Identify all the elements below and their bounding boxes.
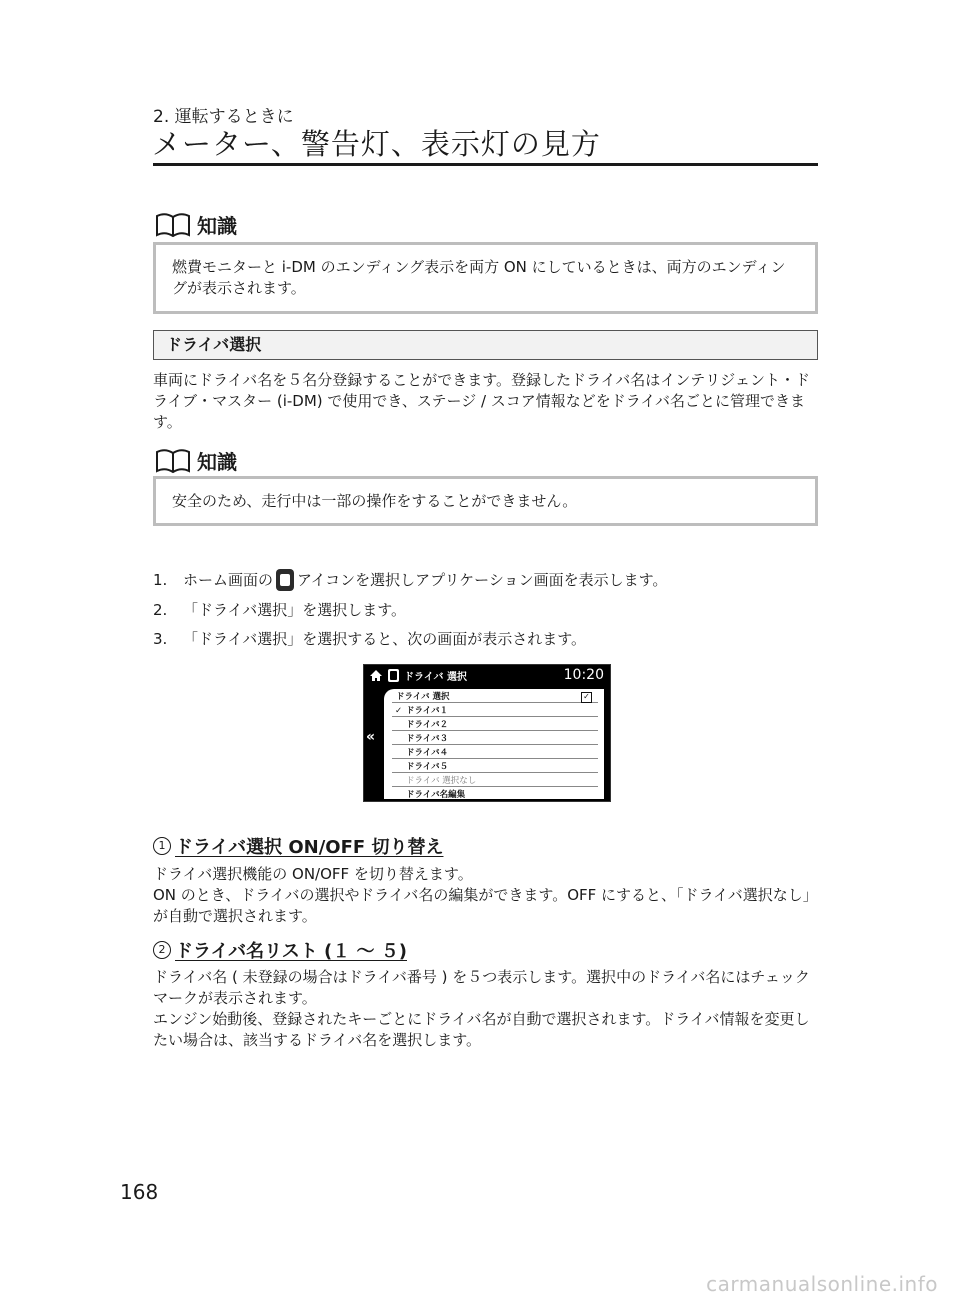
driver-list-item[interactable] (392, 705, 598, 717)
list-item-label: ドライバ２ (406, 720, 449, 730)
item-heading (153, 937, 407, 963)
item-title: ドライバ名リスト (１ ～ ５) (175, 941, 407, 962)
driver-list-panel (384, 689, 604, 799)
checkbox-icon[interactable]: ✓ (581, 692, 592, 703)
edit-driver-name-item[interactable] (392, 789, 598, 801)
note-heading (155, 210, 237, 239)
driver-list-item[interactable] (392, 761, 598, 773)
step-text: アイコンを選択しアプリケーション画面を表示します。 (297, 571, 668, 589)
note-heading-label: 知識 (197, 214, 237, 238)
header-rule (153, 163, 818, 166)
book-icon (155, 448, 191, 474)
section-heading: ドライバ選択 (153, 330, 818, 360)
applications-icon (276, 569, 294, 591)
note-heading-label: 知識 (197, 450, 237, 474)
list-item-label: ドライバ１ (406, 706, 449, 716)
back-chevron-icon[interactable]: « (366, 729, 376, 745)
check-icon: ✓ (395, 706, 403, 716)
screen-clock: 10:20 (563, 667, 604, 683)
driver-list-item[interactable] (392, 747, 598, 759)
home-icon (369, 669, 383, 682)
note-box (153, 476, 818, 526)
item-body: ドライバ選択機能の ON/OFF を切り替えます。 ON のとき、ドライバの選択やドライバ名の編集ができます。OFF にすると、「ドライバ選択なし」が自動で選択されます。 (153, 865, 818, 925)
list-item-label: ドライバ４ (406, 748, 449, 758)
screen-header (364, 665, 610, 687)
item-body: ドライバ名 ( 未登録の場合はドライバ番号 ) を５つ表示します。選択中のドライバ名にはチェックマークが表示されます。 エンジン始動後、登録されたキーごとにドライバ名が自動で選択されます。ドライバ情報を変更したい場合は、該当するドライバ名を選択します。 (153, 968, 810, 1049)
driver-list-item[interactable] (392, 733, 598, 745)
list-item-label: ドライバ 選択 (396, 692, 450, 702)
step-text: ホーム画面の (183, 571, 274, 589)
step-item (153, 569, 818, 591)
step-text: 「ドライバ選択」を選択します。 (183, 601, 407, 619)
list-item-label: ドライバ 選択なし (406, 776, 477, 786)
step-number: 2. (153, 601, 168, 619)
screen-illustration (363, 664, 611, 802)
section-body: 車両にドライバ名を５名分登録することができます。登録したドライバ名はインテリジェント・ドライブ・マスター (i-DM) で使用でき、ステージ / スコア情報などをドライバ名ごとに管理できます。 (153, 371, 811, 431)
driver-list-item[interactable] (392, 719, 598, 731)
applications-icon (388, 669, 399, 682)
chapter-subtitle: 2. 運転するときに (153, 107, 294, 127)
step-item (153, 628, 818, 650)
step-text: 「ドライバ選択」を選択すると、次の画面が表示されます。 (183, 630, 587, 648)
watermark: carmanualsonline.info (706, 1272, 938, 1296)
note-text: 燃費モニターと i-DM のエンディング表示を両方 ON にしているときは、両方のエンディングが表示されます。 (172, 258, 786, 297)
book-icon (155, 212, 191, 238)
screen-title: ドライバ 選択 (404, 672, 467, 683)
step-item (153, 599, 818, 621)
step-number: 3. (153, 630, 168, 648)
list-item-label: ドライバ名編集 (406, 790, 466, 800)
no-driver-item[interactable] (392, 775, 598, 787)
item-heading (153, 833, 443, 859)
driver-select-toggle[interactable] (392, 691, 598, 703)
step-number: 1. (153, 571, 168, 589)
note-text: 安全のため、走行中は一部の操作をすることができません。 (172, 492, 578, 510)
list-item-label: ドライバ３ (406, 734, 449, 744)
note-box (153, 242, 818, 314)
item-title: ドライバ選択 ON/OFF 切り替え (175, 837, 444, 858)
page-number: 168 (120, 1180, 159, 1204)
note-heading (155, 446, 237, 475)
item-marker: 1 (153, 837, 171, 855)
item-marker: 2 (153, 941, 171, 959)
list-item-label: ドライバ５ (406, 762, 449, 772)
chapter-title: メーター、警告灯、表示灯の見方 (152, 127, 601, 161)
